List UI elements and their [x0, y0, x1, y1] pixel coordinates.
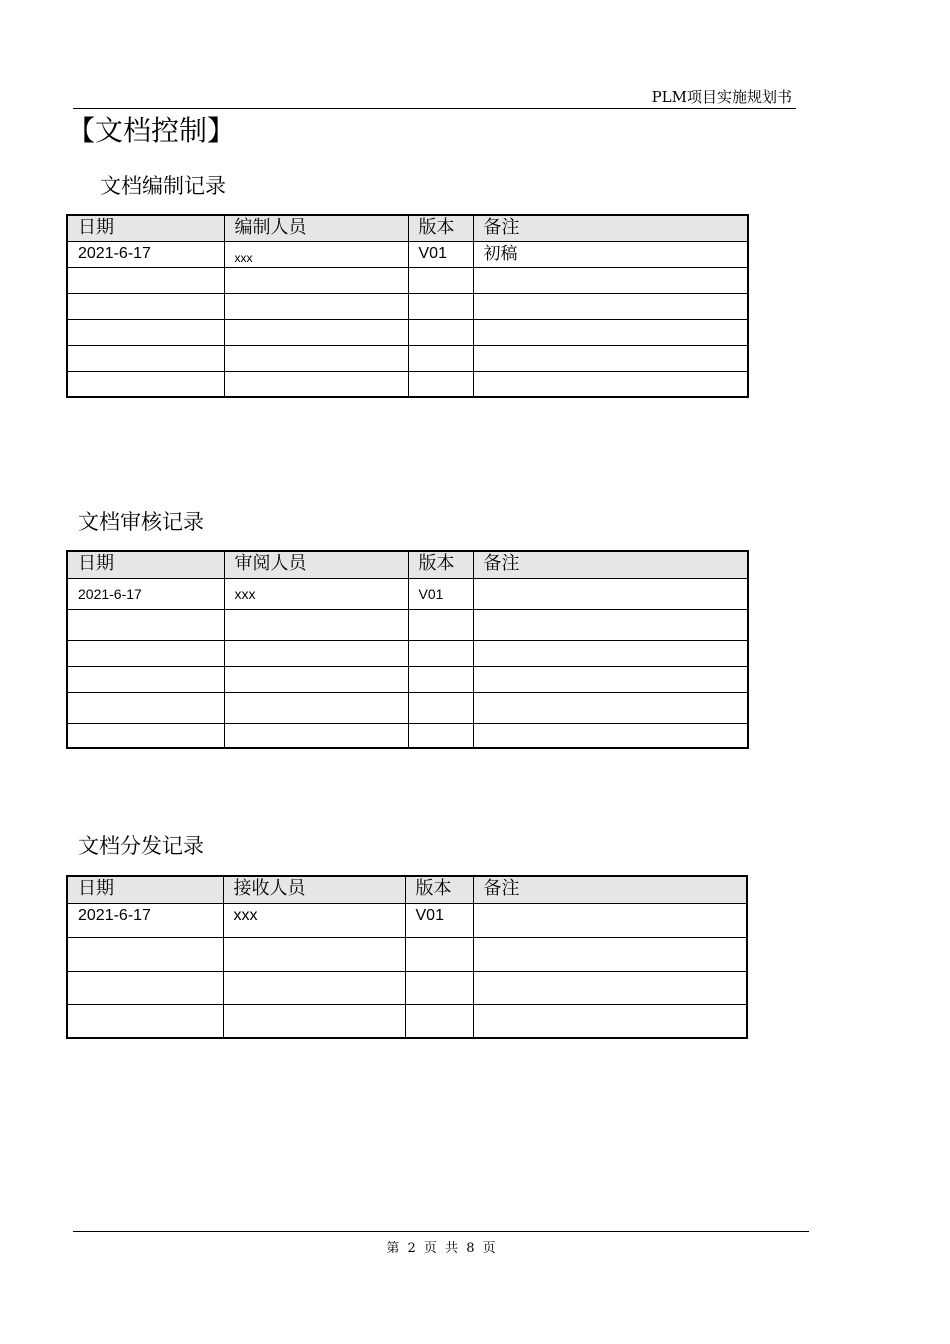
column-header: 版本 [408, 215, 473, 241]
table-cell [473, 345, 748, 371]
table-cell [67, 319, 224, 345]
table-cell [473, 293, 748, 319]
column-header: 编制人员 [224, 215, 408, 241]
table-cell [473, 723, 748, 748]
table-row [67, 267, 748, 293]
table-row [67, 903, 747, 937]
table-cell [224, 267, 408, 293]
table-cell [224, 692, 408, 723]
table-cell: 2021-6-17 [67, 903, 223, 937]
table-row [67, 609, 748, 640]
table-cell [67, 293, 224, 319]
table-cell [67, 345, 224, 371]
table-cell [473, 371, 748, 397]
table-cell [405, 971, 473, 1004]
table-row [67, 345, 748, 371]
header-rule [73, 108, 796, 109]
table-cell [67, 1004, 223, 1038]
table-cell [473, 666, 748, 692]
table-row [67, 1004, 747, 1038]
distribution-record-table [66, 875, 748, 1039]
footer-rule [73, 1231, 809, 1232]
table-cell [223, 937, 405, 971]
table-header-row [67, 551, 748, 578]
column-header: 日期 [67, 551, 224, 578]
table-cell [408, 640, 473, 666]
column-header: 日期 [67, 215, 224, 241]
distribution-record-title: 文档分发记录 [78, 834, 204, 858]
table-header-row [67, 876, 747, 903]
review-record-table [66, 550, 749, 749]
table-cell [408, 345, 473, 371]
table-row [67, 319, 748, 345]
section-title: 【文档控制】 [67, 114, 236, 147]
table-cell: V01 [405, 903, 473, 937]
table-cell [408, 267, 473, 293]
table-cell [67, 666, 224, 692]
table-cell [224, 666, 408, 692]
table-cell [473, 578, 748, 609]
table-cell: V01 [408, 578, 473, 609]
edit-record-title: 文档编制记录 [100, 174, 226, 198]
column-header: 备注 [473, 551, 748, 578]
table-cell: xxx [224, 578, 408, 609]
table-cell [408, 371, 473, 397]
table-cell [473, 267, 748, 293]
header-title: PLM项目实施规划书 [651, 88, 792, 106]
table-cell [473, 692, 748, 723]
table-cell [408, 319, 473, 345]
table-cell [224, 371, 408, 397]
table-cell: 初稿 [473, 241, 748, 267]
table-cell [473, 640, 748, 666]
edit-record-table [66, 214, 749, 398]
table-cell: 2021-6-17 [67, 241, 224, 267]
table-row [67, 578, 748, 609]
table-cell [67, 937, 223, 971]
column-header: 备注 [473, 876, 747, 903]
table-header-row [67, 215, 748, 241]
column-header: 版本 [408, 551, 473, 578]
table-cell [473, 319, 748, 345]
table-cell: V01 [408, 241, 473, 267]
column-header: 版本 [405, 876, 473, 903]
table-row [67, 371, 748, 397]
table-cell [473, 903, 747, 937]
table-cell [67, 371, 224, 397]
table-cell: 2021-6-17 [67, 578, 224, 609]
table-cell [67, 723, 224, 748]
table-cell [67, 640, 224, 666]
review-record-title: 文档审核记录 [78, 510, 204, 534]
table-row [67, 666, 748, 692]
table-cell [473, 1004, 747, 1038]
table-cell [408, 723, 473, 748]
table-cell: xxx [223, 903, 405, 937]
column-header: 审阅人员 [224, 551, 408, 578]
table-cell [405, 1004, 473, 1038]
table-cell [67, 609, 224, 640]
table-cell [473, 609, 748, 640]
table-cell [408, 692, 473, 723]
table-row [67, 971, 747, 1004]
table-cell [67, 971, 223, 1004]
table-cell [473, 937, 747, 971]
column-header: 日期 [67, 876, 223, 903]
table-cell [223, 1004, 405, 1038]
table-cell [224, 723, 408, 748]
column-header: 备注 [473, 215, 748, 241]
table-row [67, 640, 748, 666]
table-cell [224, 609, 408, 640]
table-cell [408, 293, 473, 319]
table-row [67, 692, 748, 723]
table-cell [473, 971, 747, 1004]
table-cell [408, 609, 473, 640]
table-row [67, 241, 748, 267]
table-cell [224, 345, 408, 371]
table-cell [224, 319, 408, 345]
table-cell [405, 937, 473, 971]
table-cell [224, 640, 408, 666]
page-number: 第 2 页 共 8 页 [386, 1241, 496, 1256]
table-cell [408, 666, 473, 692]
table-row [67, 293, 748, 319]
table-cell [67, 267, 224, 293]
table-row [67, 937, 747, 971]
table-cell: xxx [224, 241, 408, 267]
table-cell [224, 293, 408, 319]
table-cell [67, 692, 224, 723]
table-row [67, 723, 748, 748]
column-header: 接收人员 [223, 876, 405, 903]
table-cell [223, 971, 405, 1004]
